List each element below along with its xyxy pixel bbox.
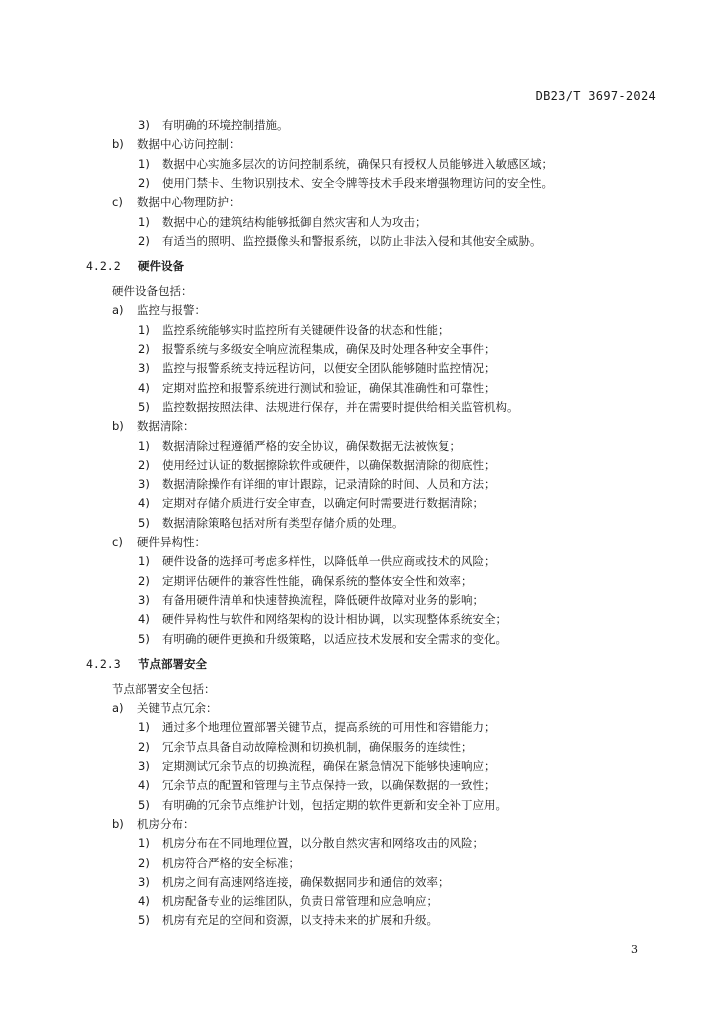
list-marker: 1) <box>138 836 150 851</box>
list-text: 数据清除操作有详细的审计跟踪，记录清除的时间、人员和方法； <box>162 477 496 492</box>
list-text: 数据清除过程遵循严格的安全协议，确保数据无法被恢复； <box>162 438 461 453</box>
list-marker: 4) <box>138 894 150 909</box>
section-intro <box>112 682 216 696</box>
list-text: 有明确的环境控制措施。 <box>162 118 289 132</box>
list-text: 有适当的照明、监控摄像头和警报系统，以防止非法入侵和其他安全威胁。 <box>162 233 542 248</box>
list-text: 机房之间有高速网络连接，确保数据同步和通信的效率； <box>162 874 450 889</box>
document-code: DB23/T 3697-2024 <box>535 89 656 103</box>
list-text: 冗余节点的配置和管理与主节点保持一致，以确保数据的一致性； <box>162 778 496 793</box>
list-text: 冗余节点具备自动故障检测和切换机制，确保服务的连续性； <box>162 739 473 754</box>
list-marker: 2) <box>138 457 150 472</box>
list-text: 机房符合严格的安全标准； <box>162 855 300 870</box>
list-text: 数据清除： <box>137 419 195 434</box>
list-marker: b) <box>112 137 124 152</box>
list-marker: 4) <box>138 778 150 793</box>
list-marker: 3) <box>138 477 150 492</box>
list-marker: 2) <box>138 855 150 870</box>
list-text: 监控数据按照法律、法规进行保存，并在需要时提供给相关监管机构。 <box>162 399 519 414</box>
list-marker: b) <box>112 816 124 831</box>
list-text: 通过多个地理位置部署关键节点，提高系统的可用性和容错能力； <box>162 720 496 735</box>
list-text: 硬件设备的选择可考虑多样性，以降低单一供应商或技术的风险； <box>162 554 496 569</box>
list-marker: 5) <box>138 797 150 812</box>
list-marker: 2) <box>138 573 150 588</box>
list-marker: 1) <box>138 438 150 453</box>
list-text: 有明确的硬件更换和升级策略，以适应技术发展和安全需求的变化。 <box>162 631 507 646</box>
list-text: 关键节点冗余： <box>137 701 218 716</box>
list-text: 数据中心访问控制： <box>137 137 241 152</box>
list-text: 机房有充足的空间和资源，以支持未来的扩展和升级。 <box>162 913 438 928</box>
list-marker: c) <box>112 535 123 549</box>
list-marker: c) <box>112 195 123 210</box>
list-marker: a) <box>112 701 124 716</box>
section-title: 硬件设备 <box>138 259 184 274</box>
list-marker: 5) <box>138 913 150 928</box>
list-marker: 3) <box>138 361 150 376</box>
list-marker: 2) <box>138 739 150 754</box>
list-marker: 2) <box>138 233 150 248</box>
list-text: 定期对存储介质进行安全审查，以确定何时需要进行数据清除； <box>162 496 484 511</box>
list-text: 节点部署安全包括： <box>112 681 216 696</box>
list-text: 有备用硬件清单和快速替换流程，降低硬件故障对业务的影响； <box>162 592 484 607</box>
list-text: 使用门禁卡、生物识别技术、安全令牌等技术手段来增强物理访问的安全性。 <box>162 175 553 190</box>
list-text: 定期测试冗余节点的切换流程，确保在紧急情况下能够快速响应； <box>162 759 496 773</box>
list-marker: 4) <box>138 612 150 627</box>
list-text: 数据中心的建筑结构能够抵御自然灾害和人为攻击； <box>162 214 427 229</box>
list-marker: a) <box>112 303 124 318</box>
list-text: 监控与报警： <box>137 303 206 318</box>
list-text: 数据中心物理防护： <box>137 195 241 210</box>
list-marker: 4) <box>138 496 150 511</box>
list-marker: 3) <box>138 592 150 607</box>
list-marker: 1) <box>138 554 150 569</box>
list-text: 报警系统与多级安全响应流程集成，确保及时处理各种安全事件； <box>162 342 496 356</box>
list-marker: 3) <box>138 759 150 773</box>
list-marker: 1) <box>138 720 150 735</box>
list-text: 有明确的冗余节点维护计划，包括定期的软件更新和安全补丁应用。 <box>162 797 507 812</box>
list-text: 硬件异构性与软件和网络架构的设计相协调，以实现整体系统安全； <box>162 612 507 627</box>
list-marker: 1) <box>138 322 150 337</box>
list-text: 定期评估硬件的兼容性性能，确保系统的整体安全性和效率； <box>162 573 473 588</box>
list-text: 机房配备专业的运维团队，负责日常管理和应急响应； <box>162 894 438 909</box>
section-title: 节点部署安全 <box>138 656 207 671</box>
list-marker: 5) <box>138 515 150 530</box>
section-number: 4.2.3 <box>86 656 121 671</box>
list-text: 使用经过认证的数据擦除软件或硬件，以确保数据清除的彻底性； <box>162 457 496 472</box>
list-text: 机房分布在不同地理位置，以分散自然灾害和网络攻击的风险； <box>162 836 484 851</box>
list-marker: 5) <box>138 631 150 646</box>
list-text: 监控系统能够实时监控所有关键硬件设备的状态和性能； <box>162 322 450 337</box>
list-text: 硬件设备包括： <box>112 284 193 299</box>
list-text: 硬件异构性： <box>137 535 206 549</box>
section-number: 4.2.2 <box>86 259 121 274</box>
list-marker: 1) <box>138 156 150 171</box>
page-number: 3 <box>631 943 638 956</box>
list-text: 数据中心实施多层次的访问控制系统，确保只有授权人员能够进入敏感区域； <box>162 156 553 171</box>
list-text: 机房分布： <box>137 816 195 831</box>
list-marker: 4) <box>138 380 150 395</box>
list-marker: 2) <box>138 175 150 190</box>
section-intro <box>112 284 193 298</box>
list-marker: 5) <box>138 399 150 414</box>
list-marker: 3) <box>138 118 150 132</box>
list-text: 定期对监控和报警系统进行测试和验证，确保其准确性和可靠性； <box>162 380 496 395</box>
list-marker: 2) <box>138 342 150 356</box>
list-marker: 3) <box>138 874 150 889</box>
list-marker: b) <box>112 419 124 434</box>
list-text: 监控与报警系统支持远程访问，以便安全团队能够随时监控情况； <box>162 361 496 376</box>
list-marker: 1) <box>138 214 150 229</box>
list-text: 数据清除策略包括对所有类型存储介质的处理。 <box>162 515 404 530</box>
